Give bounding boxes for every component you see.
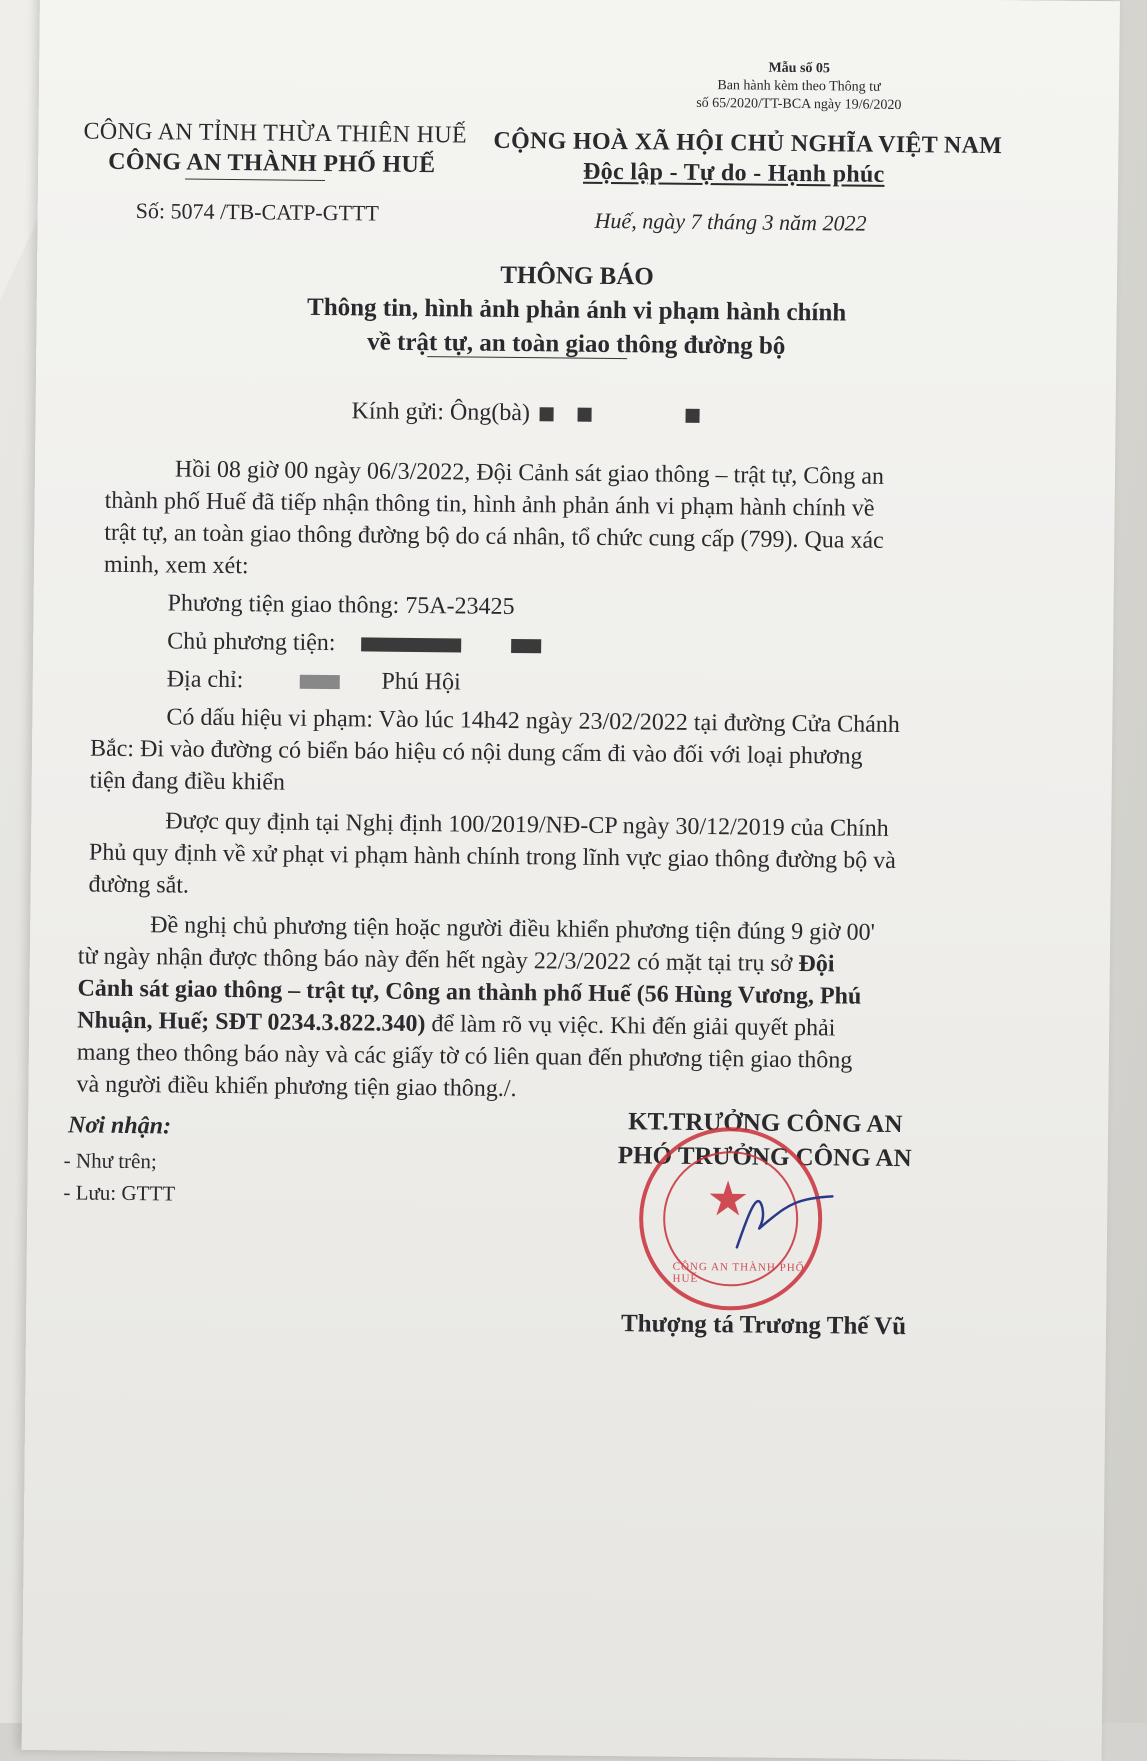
body-line: trật tự, an toàn giao thông đường bộ do cá nhân, tổ chức cung cấp (799). Qua xác bbox=[104, 519, 884, 554]
address-label: Địa chỉ: bbox=[166, 666, 244, 694]
body-line: thành phố Huế đã tiếp nhận thông tin, hình ảnh phản ánh vi phạm hành chính về bbox=[104, 487, 875, 522]
recipients-title: Nơi nhận: bbox=[67, 1112, 172, 1140]
signer-position: PHÓ TRƯỞNG CÔNG AN bbox=[617, 1142, 912, 1173]
agency-name: CÔNG AN THÀNH PHỐ HUẾ bbox=[108, 148, 436, 179]
redaction-mark bbox=[299, 675, 339, 689]
form-line-2: số 65/2020/TT-BCA ngày 19/6/2020 bbox=[696, 95, 902, 114]
owner-label: Chủ phương tiện: bbox=[167, 628, 336, 657]
country-motto: Độc lập - Tự do - Hạnh phúc bbox=[582, 158, 885, 188]
recipient-item: - Lưu: GTTT bbox=[63, 1180, 176, 1206]
form-reference bbox=[669, 59, 930, 116]
body-line: Bắc: Đi vào đường có biển báo hiệu có nội dung cấm đi vào đối với loại phương bbox=[89, 735, 863, 770]
body-text: từ ngày nhận được thông báo này đến hết ngày 22/3/2022 có mặt tại trụ sở bbox=[77, 943, 799, 977]
document-date: Huế, ngày 7 tháng 3 năm 2022 bbox=[594, 207, 867, 236]
body-line: tiện đang điều khiển bbox=[89, 767, 286, 796]
notice-subtitle-2: về trật tự, an toàn giao thông đường bộ bbox=[367, 328, 786, 360]
body-line: Có dấu hiệu vi phạm: Vào lúc 14h42 ngày 23/02/2022 tại đường Cửa Chánh bbox=[166, 704, 901, 739]
address-line bbox=[167, 663, 461, 698]
body-line: Được quy định tại Nghị định 100/2019/NĐ-CP ngày 30/12/2019 của Chính bbox=[165, 808, 889, 842]
recipient-label: Kính gửi: Ông(bà) bbox=[351, 398, 531, 427]
redaction-mark bbox=[686, 409, 700, 423]
body-text-bold: Đội bbox=[798, 950, 835, 978]
seal-star-icon: ★ bbox=[706, 1173, 750, 1227]
notice-title bbox=[136, 255, 1017, 366]
agency-parent: CÔNG AN TỈNH THỪA THIÊN HUẾ bbox=[83, 118, 468, 149]
redaction-mark bbox=[578, 408, 592, 422]
recipient-line bbox=[351, 395, 700, 431]
body-line: minh, xem xét: bbox=[103, 551, 249, 580]
agency-underline bbox=[185, 179, 325, 181]
body-line: mang theo thông báo này và các giấy tờ có liên quan đến phương tiện giao thông bbox=[76, 1039, 853, 1074]
body-line: đường sắt. bbox=[88, 871, 190, 899]
signer-authority: KT.TRƯỞNG CÔNG AN bbox=[628, 1108, 903, 1139]
signer-name: Thượng tá Trương Thế Vũ bbox=[620, 1310, 907, 1341]
seal-text: CÔNG AN THÀNH PHỐ HUẾ bbox=[672, 1260, 805, 1285]
document-number: Số: 5074 /TB-CATP-GTTT bbox=[135, 198, 380, 226]
body-line: và người điều khiển phương tiện giao thông./. bbox=[76, 1071, 517, 1103]
redaction-mark bbox=[511, 639, 541, 653]
handwritten-signature bbox=[717, 1177, 838, 1258]
recipient-item: - Như trên; bbox=[63, 1148, 157, 1174]
notice-heading: THÔNG BÁO bbox=[500, 261, 654, 291]
vehicle-plate-line: Phương tiện giao thông: 75A-23425 bbox=[167, 590, 515, 621]
body-text-bold: Nhuận, Huế; SĐT 0234.3.822.340) bbox=[77, 1007, 426, 1038]
vehicle-owner-line bbox=[167, 625, 542, 661]
address-value: Phú Hội bbox=[381, 668, 461, 696]
notice-subtitle-1: Thông tin, hình ảnh phản ánh vi phạm hành chính bbox=[306, 293, 847, 327]
form-line-1: Ban hành kèm theo Thông tư bbox=[717, 78, 881, 95]
country-name: CỘNG HOÀ XÃ HỘI CHỦ NGHĨA VIỆT NAM bbox=[493, 127, 1003, 160]
body-text: để làm rõ vụ việc. Khi đến giải quyết phải bbox=[425, 1011, 836, 1042]
body-line: Đề nghị chủ phương tiện hoặc người điều khiển phương tiện đúng 9 giờ 00' bbox=[150, 912, 875, 946]
redaction-mark bbox=[361, 638, 461, 653]
body-line: Phủ quy định về xử phạt vi phạm hành chính trong lĩnh vực giao thông đường bộ và bbox=[88, 839, 897, 875]
document-page bbox=[22, 0, 1120, 1761]
form-code: Mẫu số 05 bbox=[768, 60, 831, 77]
body-line: Hồi 08 giờ 00 ngày 06/3/2022, Đội Cảnh sát giao thông – trật tự, Công an bbox=[174, 456, 885, 490]
redaction-mark bbox=[540, 408, 554, 422]
body-line-bold: Cảnh sát giao thông – trật tự, Công an thành phố Huế (56 Hùng Vương, Phú bbox=[77, 975, 862, 1010]
